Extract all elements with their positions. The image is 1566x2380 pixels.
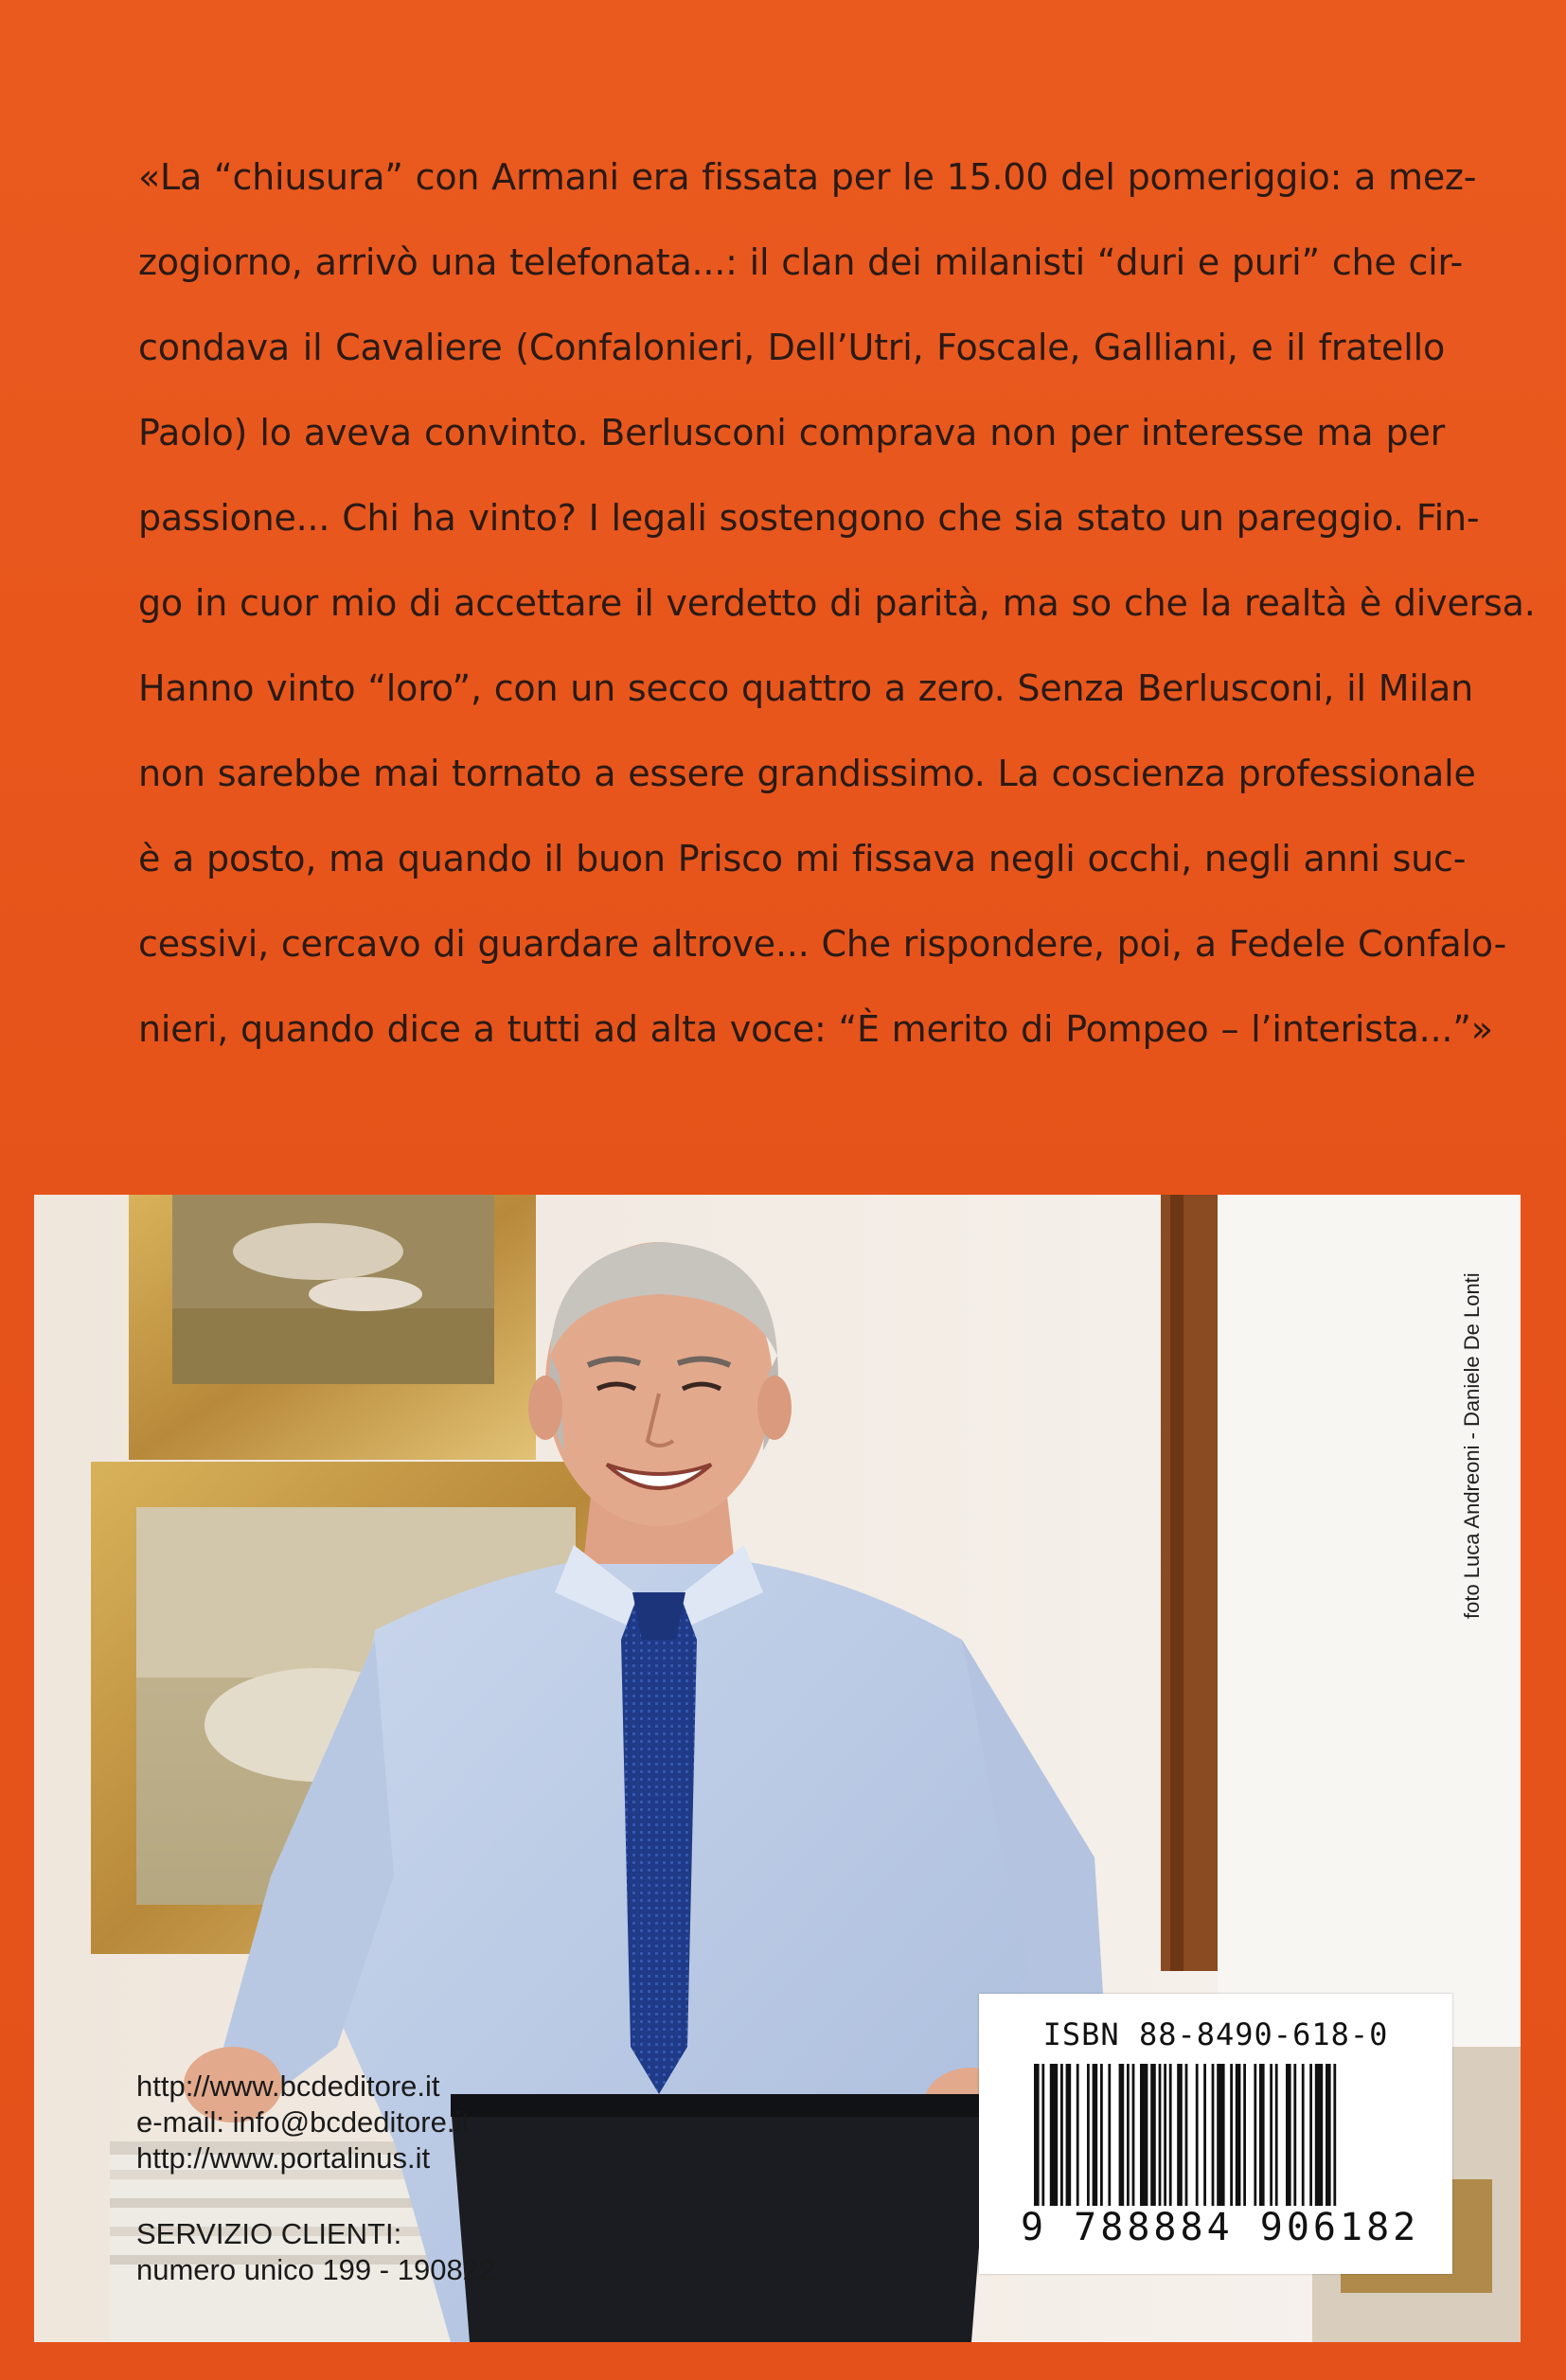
barcode-bar bbox=[1293, 2064, 1296, 2206]
barcode-icon bbox=[1034, 2064, 1397, 2206]
barcode-bar bbox=[1259, 2064, 1265, 2206]
publisher-email-link[interactable]: e-mail: info@bcdeditore.it bbox=[136, 2105, 470, 2139]
barcode-bar bbox=[1060, 2064, 1063, 2206]
quote-line: è a posto, ma quando il buon Prisco mi fissava negli occhi, negli anni suc- bbox=[138, 838, 1467, 879]
barcode-bar bbox=[1302, 2064, 1305, 2206]
quote-line: Paolo) lo aveva convinto. Berlusconi comprava non per interesse ma per bbox=[138, 412, 1445, 453]
customer-service-number: numero unico 199 - 190822 bbox=[136, 2253, 496, 2286]
barcode-bar bbox=[1132, 2064, 1135, 2206]
barcode-bar bbox=[1108, 2064, 1111, 2206]
barcode-bar bbox=[1066, 2064, 1072, 2206]
barcode-bar bbox=[1309, 2064, 1312, 2206]
barcode-bar bbox=[1230, 2064, 1233, 2206]
barcode-bar bbox=[1087, 2064, 1090, 2206]
barcode-bar bbox=[1150, 2064, 1156, 2206]
barcode-bar bbox=[1275, 2064, 1278, 2206]
barcode-bar bbox=[1169, 2064, 1172, 2206]
barcode-bar bbox=[1254, 2064, 1256, 2206]
barcode-bar bbox=[1333, 2064, 1336, 2206]
quote-line: non sarebbe mai tornato a essere grandissimo. La coscienza professionale bbox=[138, 753, 1476, 794]
isbn-label: ISBN 88-8490-618-0 bbox=[1042, 2016, 1389, 2052]
barcode-bar bbox=[1119, 2064, 1125, 2206]
quote-line: zogiorno, arrivò una telefonata...: il clan dei milanisti “duri e puri” che cir- bbox=[138, 241, 1464, 283]
isbn-barcode-box bbox=[979, 1994, 1452, 2274]
barcode-bar bbox=[1243, 2064, 1246, 2206]
quote-line: «La “chiusura” con Armani era fissata per le 15.00 del pomeriggio: a mez- bbox=[138, 156, 1477, 198]
barcode-bar bbox=[1093, 2064, 1098, 2206]
back-cover-quote bbox=[138, 134, 1536, 1072]
barcode-bar bbox=[1164, 2064, 1166, 2206]
portal-website-link[interactable]: http://www.portalinus.it bbox=[136, 2141, 431, 2175]
contacts-spacer bbox=[136, 2176, 495, 2216]
barcode-bar bbox=[1185, 2064, 1188, 2206]
barcode-bar bbox=[1077, 2064, 1079, 2206]
barcode-bar bbox=[1100, 2064, 1103, 2206]
customer-service-title: SERVIZIO CLIENTI: bbox=[136, 2217, 402, 2250]
barcode-bar bbox=[1270, 2064, 1272, 2206]
barcode-bar bbox=[1196, 2064, 1199, 2206]
publisher-contacts bbox=[136, 2069, 495, 2288]
barcode-bar bbox=[1203, 2064, 1206, 2206]
photo-credit: foto Luca Andreoni - Daniele De Lonti bbox=[1460, 1272, 1484, 1619]
publisher-website-link[interactable]: http://www.bcdeditore.it bbox=[136, 2069, 440, 2103]
barcode-bar bbox=[1050, 2064, 1058, 2206]
quote-line: condava il Cavaliere (Confalonieri, Dell’Utri, Foscale, Galliani, e il fratello bbox=[138, 327, 1445, 368]
quote-line: passione... Chi ha vinto? I legali sostengono che sia stato un pareggio. Fin- bbox=[138, 497, 1480, 539]
quote-line: go in cuor mio di accettare il verdetto di parità, ma so che la realtà è diversa. bbox=[138, 582, 1536, 624]
barcode-bar bbox=[1041, 2064, 1044, 2206]
barcode-bar bbox=[1236, 2064, 1241, 2206]
quote-line: Hanno vinto “loro”, con un secco quattro a zero. Senza Berlusconi, il Milan bbox=[138, 667, 1474, 709]
barcode-bar bbox=[1217, 2064, 1224, 2206]
barcode-bar bbox=[1034, 2064, 1040, 2206]
barcode-bar bbox=[1159, 2064, 1162, 2206]
barcode-bar bbox=[1127, 2064, 1130, 2206]
barcode-digits: 9 788884 906182 bbox=[1021, 2206, 1420, 2249]
barcode-bar bbox=[1286, 2064, 1291, 2206]
barcode-bar bbox=[1140, 2064, 1148, 2206]
barcode-bar bbox=[1326, 2064, 1331, 2206]
quote-line: nieri, quando dice a tutti ad alta voce: “È merito di Pompeo – l’interista...”» bbox=[138, 1008, 1493, 1050]
quote-line: cessivi, cercavo di guardare altrove... Che rispondere, poi, a Fedele Confalo- bbox=[138, 923, 1507, 965]
barcode-bar bbox=[1177, 2064, 1183, 2206]
barcode-bar bbox=[1315, 2064, 1323, 2206]
barcode-bar bbox=[1212, 2064, 1215, 2206]
